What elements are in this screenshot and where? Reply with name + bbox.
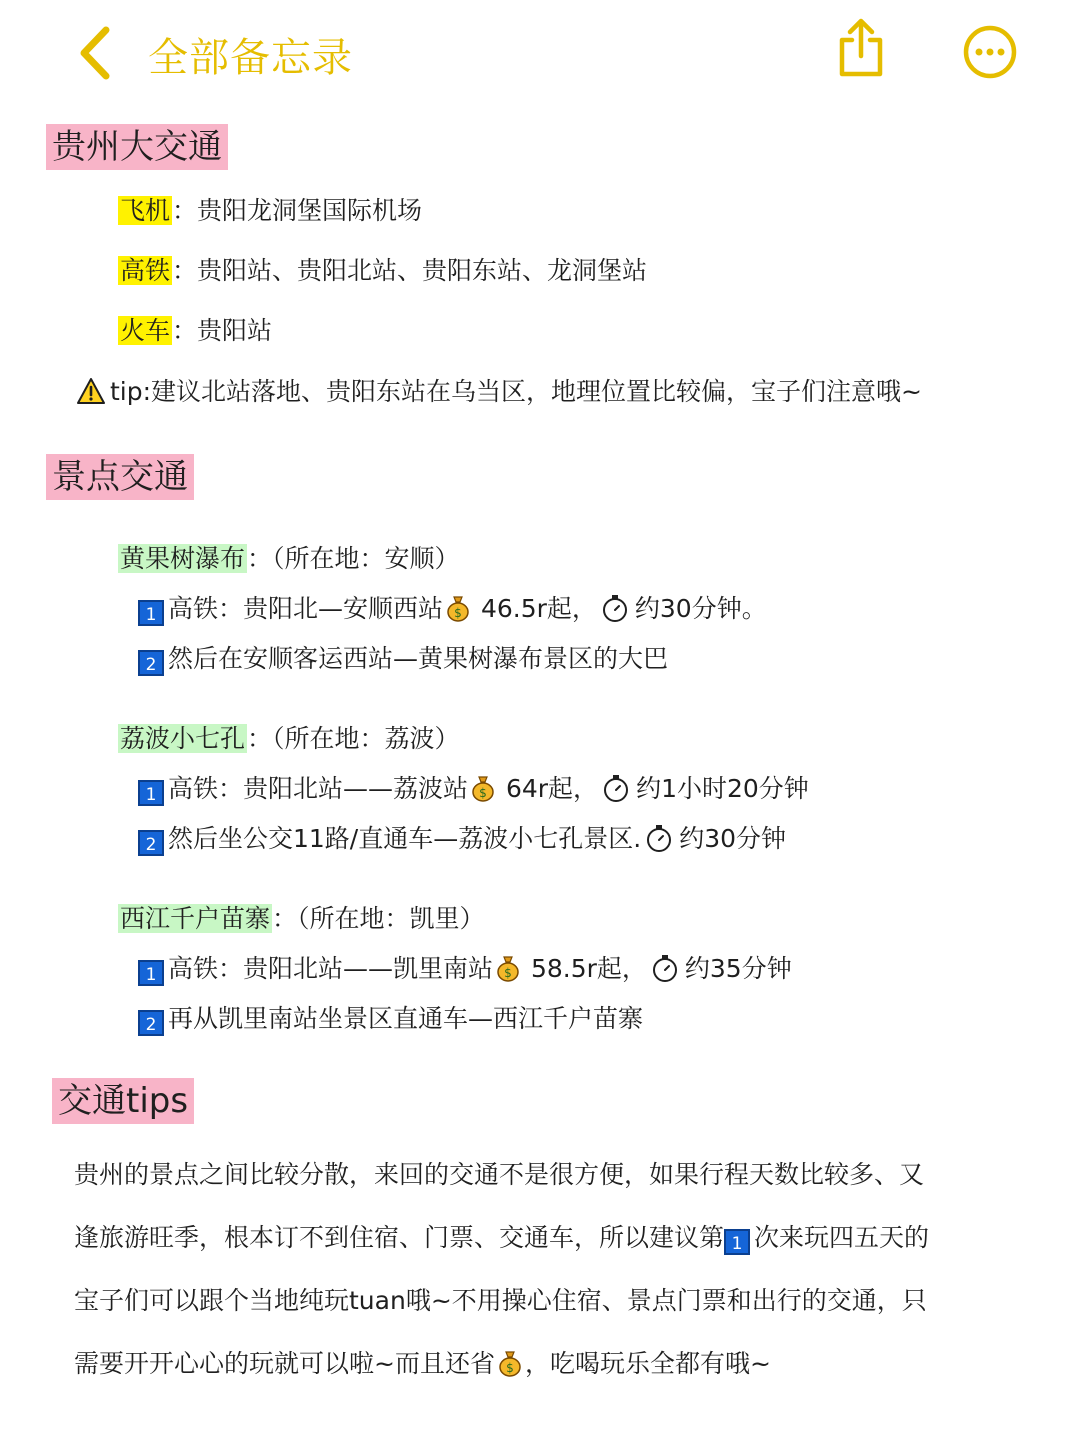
spot-location: ：（所在地：凯里） — [272, 904, 485, 933]
spot-step-1 — [138, 772, 809, 806]
money-bag-icon — [445, 594, 471, 622]
transport-value: 贵阳站、贵阳北站、贵阳东站、龙洞堡站 — [197, 256, 648, 285]
separator: ： — [172, 316, 198, 345]
separator: ： — [172, 196, 198, 225]
number-1-icon: 1 — [724, 1229, 750, 1255]
step-price: 46.5r起， — [473, 594, 597, 623]
tips-paragraph-line — [74, 1347, 1064, 1381]
spot-step-1 — [138, 592, 767, 626]
number-2-icon: 2 — [138, 650, 164, 676]
step-text: 再从凯里南站坐景区直通车—西江千户苗寨 — [168, 1004, 644, 1033]
transport-label: 火车 — [120, 316, 171, 345]
transport-value: 贵阳站 — [197, 316, 273, 345]
tips-paragraph-line: 贵州的景点之间比较分散，来回的交通不是很方便，如果行程天数比较多、又 — [74, 1160, 925, 1189]
tips-text: 逢旅游旺季，根本订不到住宿、门票、交通车，所以建议第 — [74, 1223, 725, 1252]
section-heading-scenic-transport: 景点交通 — [46, 454, 194, 500]
svg-text:$: $ — [479, 786, 487, 800]
step-text: 高铁：贵阳北站——荔波站 — [168, 774, 469, 803]
transport-label: 飞机 — [120, 196, 171, 225]
svg-text:$: $ — [504, 966, 512, 980]
top-bar — [0, 0, 1080, 100]
money-bag-icon — [495, 954, 521, 982]
spot-title-libo — [118, 722, 460, 756]
section-heading-guizhou-transport: 贵州大交通 — [46, 124, 228, 170]
step-text: 高铁：贵阳北站——凯里南站 — [168, 954, 494, 983]
step-text: 高铁：贵阳北—安顺西站 — [168, 594, 444, 623]
spot-title-xijiang — [118, 902, 485, 936]
step-duration: 约30分钟。 — [634, 594, 767, 623]
tip-text: tip:建议北站落地、贵阳东站在乌当区，地理位置比较偏，宝子们注意哦~ — [110, 377, 922, 406]
share-button[interactable] — [834, 16, 888, 80]
spot-step-1 — [138, 952, 792, 986]
money-bag-icon — [497, 1349, 523, 1377]
transport-value: 贵阳龙洞堡国际机场 — [197, 196, 423, 225]
stopwatch-icon — [602, 774, 630, 802]
share-icon — [834, 16, 888, 80]
warning-icon — [76, 377, 106, 405]
spot-step-2 — [138, 642, 668, 676]
spot-name: 荔波小七孔 — [120, 724, 246, 753]
step-price: 58.5r起， — [523, 954, 647, 983]
notes-folder-title[interactable]: 全部备忘录 — [148, 35, 353, 81]
number-1-icon: 1 — [138, 780, 164, 806]
tip-line — [76, 375, 922, 409]
spot-name: 黄果树瀑布 — [120, 544, 246, 573]
svg-text:$: $ — [454, 606, 462, 620]
step-text: 然后坐公交11路/直通车—荔波小七孔景区. — [168, 824, 642, 853]
ellipsis-circle-icon — [962, 24, 1018, 80]
transport-line-train — [118, 314, 272, 348]
money-bag-icon — [470, 774, 496, 802]
spot-location: ：（所在地：安顺） — [247, 544, 460, 573]
step-text: 然后在安顺客运西站—黄果树瀑布景区的大巴 — [168, 644, 669, 673]
more-options-button[interactable] — [962, 24, 1018, 80]
step-duration: 约1小时20分钟 — [636, 774, 809, 803]
tips-text: 次来玩四五天的 — [754, 1223, 930, 1252]
spot-title-huangguoshu — [118, 542, 460, 576]
spot-step-2 — [138, 1002, 643, 1036]
tips-text: ，吃喝玩乐全都有哦~ — [524, 1349, 771, 1378]
number-1-icon: 1 — [138, 960, 164, 986]
spot-name: 西江千户苗寨 — [120, 904, 271, 933]
step-duration: 约30分钟 — [679, 824, 786, 853]
back-button[interactable] — [74, 24, 122, 82]
spot-step-2 — [138, 822, 786, 856]
tips-paragraph-line — [74, 1221, 1064, 1255]
spot-location: ：（所在地：荔波） — [247, 724, 460, 753]
stopwatch-icon — [601, 594, 629, 622]
transport-label: 高铁 — [120, 256, 171, 285]
section-heading-transport-tips: 交通tips — [52, 1078, 194, 1124]
svg-text:$: $ — [506, 1361, 514, 1375]
number-2-icon: 2 — [138, 1010, 164, 1036]
number-2-icon: 2 — [138, 830, 164, 856]
stopwatch-icon — [651, 954, 679, 982]
tips-text: 需要开开心心的玩就可以啦~而且还省 — [74, 1349, 495, 1378]
number-1-icon: 1 — [138, 600, 164, 626]
transport-line-plane — [118, 194, 422, 228]
tips-paragraph-line: 宝子们可以跟个当地纯玩tuan哦~不用操心住宿、景点门票和出行的交通，只 — [74, 1286, 927, 1315]
chevron-left-icon — [74, 24, 122, 82]
transport-line-highspeed-rail — [118, 254, 647, 288]
step-duration: 约35分钟 — [684, 954, 792, 983]
separator: ： — [172, 256, 198, 285]
step-price: 64r起， — [498, 774, 599, 803]
stopwatch-icon — [645, 824, 673, 852]
